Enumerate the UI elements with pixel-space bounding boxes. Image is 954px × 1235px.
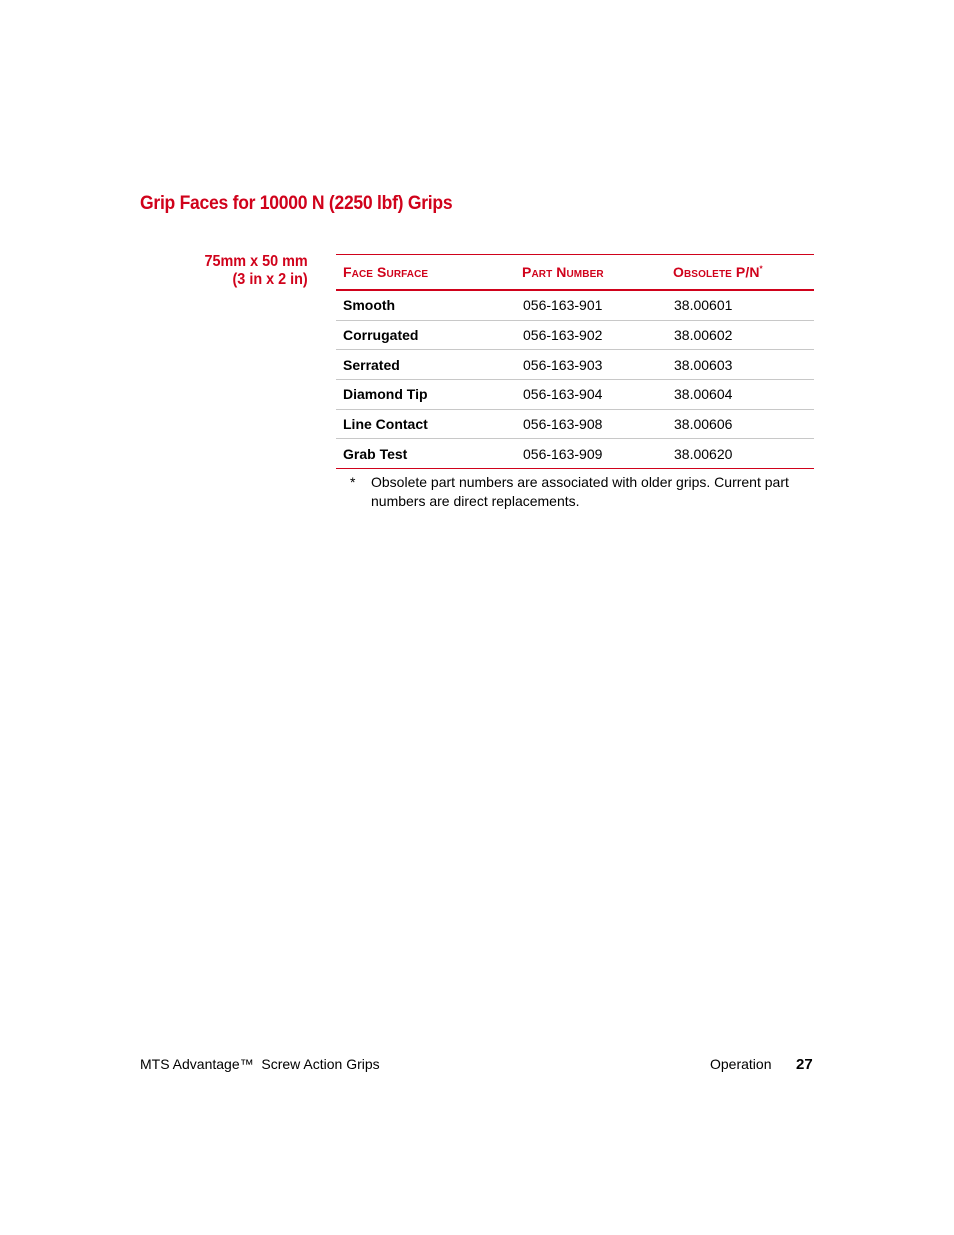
footnote-text: Obsolete part numbers are associated with older grips. Current part numbers are direct replacements. — [371, 474, 789, 509]
grip-faces-table — [336, 254, 814, 469]
grip-size-imperial: (3 in x 2 in) — [232, 271, 308, 288]
footer-document-title: MTS Advantage™ Screw Action Grips — [140, 1056, 380, 1072]
part-number-cell: 056-163-903 — [515, 350, 666, 380]
table-row — [336, 320, 814, 350]
face-surface-cell: Line Contact — [336, 409, 515, 439]
obsolete-pn-cell: 38.00620 — [666, 439, 814, 469]
part-number-cell: 056-163-909 — [515, 439, 666, 469]
table-row — [336, 290, 814, 320]
face-surface-cell: Diamond Tip — [336, 380, 515, 410]
header-part-number: Part Number — [522, 264, 604, 280]
section-title: Grip Faces for 10000 N (2250 lbf) Grips — [140, 192, 453, 214]
table-footnote — [350, 473, 790, 510]
table-row — [336, 439, 814, 469]
footnote-reference: * — [759, 264, 763, 274]
header-face-surface: Face Surface — [343, 264, 429, 280]
part-number-cell: 056-163-901 — [515, 290, 666, 320]
obsolete-pn-cell: 38.00603 — [666, 350, 814, 380]
table-row — [336, 409, 814, 439]
obsolete-pn-cell: 38.00602 — [666, 320, 814, 350]
face-surface-cell: Smooth — [336, 290, 515, 320]
footnote-mark: * — [350, 474, 356, 490]
footer-section-name: Operation — [710, 1056, 772, 1072]
face-surface-cell: Grab Test — [336, 439, 515, 469]
obsolete-pn-cell: 38.00606 — [666, 409, 814, 439]
obsolete-pn-cell: 38.00601 — [666, 290, 814, 320]
part-number-cell: 056-163-902 — [515, 320, 666, 350]
face-surface-cell: Corrugated — [336, 320, 515, 350]
table-row — [336, 380, 814, 410]
header-obsolete-pn: Obsolete P/N* — [673, 264, 763, 280]
obsolete-pn-cell: 38.00604 — [666, 380, 814, 410]
page-number: 27 — [796, 1056, 813, 1073]
part-number-cell: 056-163-908 — [515, 409, 666, 439]
grip-size-label — [205, 253, 308, 289]
table-header-row — [336, 255, 814, 291]
grip-size-metric: 75mm x 50 mm — [204, 253, 308, 270]
part-number-cell: 056-163-904 — [515, 380, 666, 410]
face-surface-cell: Serrated — [336, 350, 515, 380]
table-row — [336, 350, 814, 380]
